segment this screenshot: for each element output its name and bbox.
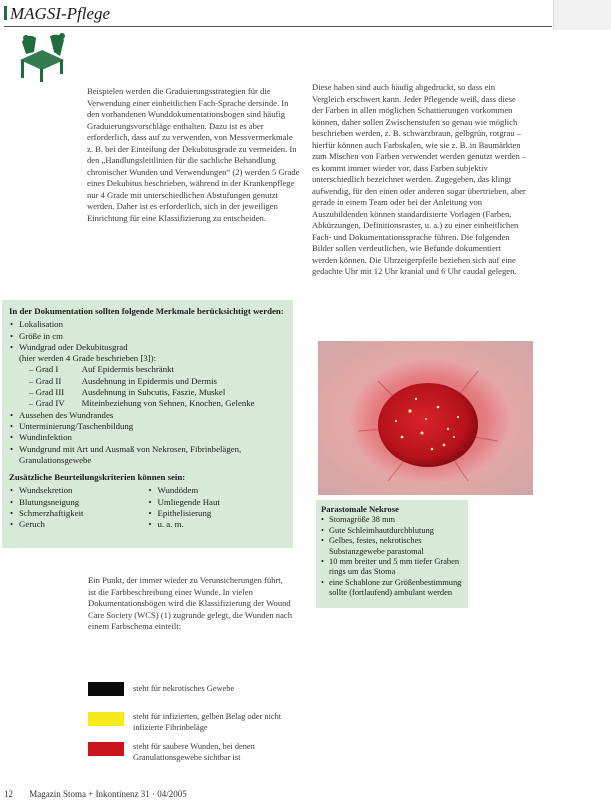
extra-criteria-item: • Geruch [9,519,148,530]
grade-desc: Ausdehnung in Subcutis, Faszie, Muskel [81,387,226,398]
extra-criteria-item: • Blutungsneigung [9,497,148,508]
intro-right-column [312,82,528,278]
yellow-swatch-label: steht für infizierten, gelben Belag oder nicht infizierte Fibrinbeläge [133,712,282,732]
extra-criteria-heading: Zusätzliche Beurteilungskriterien können sein: [9,472,186,483]
grade-note: (hier werden 4 Grade beschrieben [3]): [19,353,157,364]
header-title: MAGSI-Pflege [10,4,111,23]
grade-desc: Miteinbeziehung von Sehnen, Knochen, Gelenke [81,398,255,409]
grade-label: Grad I [35,364,59,375]
yellow-swatch [88,712,124,726]
grade-row: – Grad III Ausdehnung in Subcutis, Faszie, Muskel [29,387,226,398]
feature-item: • Wundgrad oder Dekubitusgrad [9,342,286,353]
necrosis-item: • 10 mm breiter und 5 mm tiefer Graben rings um das Stoma [321,557,463,578]
extra-criteria-item: • Umliegende Haut [148,497,287,508]
page-corner-tab [553,0,611,30]
red-swatch-label: steht für saubere Wunden, bei denen Granulationsgewebe sichtbar ist [133,742,255,762]
necrosis-item: • Stomagröße 38 mm [321,515,463,525]
color-scheme-text [88,575,293,633]
care-bed-icon [14,30,70,86]
feature-item: • Lokalisation [9,319,286,330]
extra-criteria-item: • u. a. m. [148,519,287,530]
header-accent-bar [4,6,7,20]
grade-label: Grad IV [35,398,65,409]
necrosis-caption-box [316,500,468,608]
black-swatch-label: steht für nekrotisches Gewebe [133,684,235,693]
feature-item: • Wundgrund mit Art und Ausmaß von Nekrosen, Fibrinbelägen, Granulationsgewebe [9,444,286,467]
features-heading: In der Dokumentation sollten folgende Merkmale berücksichtigt werden: [9,306,284,316]
magazine-info: Magazin Stoma + Inkontinenz 31 · 04/2005 [29,789,187,799]
grade-row: – Grad IV Miteinbeziehung von Sehnen, Knochen, Gelenke [29,398,255,409]
feature-item: • Größe in cm [9,331,286,342]
necrosis-item: • eine Schablone zur Größenbestimmung sollte (fortlaufend) ambulant werden [321,578,463,599]
grade-row: – Grad II Ausdehnung in Epidermis und Dermis [29,375,217,386]
intro-right-text: Diese haben sind auch häufig abgedruckt, so dass ein Vergleich erschwert kann. Jeder Pflegende weiß, dass diese der Farben in allen möglichen Schattierungen vorkommen können, daher sollen Zwischenstufen so genau wie möglich beschrieben werden, z. B. schwarzbraun, gelbgrün, rotgrau – hierfür können auch Farbskalen, wie sie z. B. in Baumärkten zum Mischen von Farben verwendet werden genutzt werden – es kommt immer wieder vor, dass Farben subjektiv unterschiedlich bezeichnet werden. Zugegeben, das klingt aufwendig, für den einen oder anderen sogar übertrieben, aber gerade in einem Team oder bei der Anleitung von Auszubildenden können standardisierte Vorlagen (Farben, Abkürzungen, Definitionsraster, u. a.) zu einer einheitlichen Fach- und Dokumentationssprache führen. Die folgenden Bilder sollen verdeutlichen, wie Befunde dokumentiert werden können. Die Uhrzeigerpfeile beziehen sich auf eine gedachte Uhr mit 12 Uhr kranial und 6 Uhr caudal gelegen. [312,82,527,276]
intro-left-text: Beispielen werden die Graduierungsstrategien für die Verwendung einer einheitlichen Fach-Sprache dersinde. In den vorhandenen Wunddokumentationsbogen sind häufig Graduierungsvorschläge enthalten. Dazu ist es aber erforderlich, dass auf zu verwenden, von Messvermerkmale z. B. bei der Einteilung der Dekubitusgrade zu vermeiden. In den „Handlungsleitlinien für die sachliche Behandlung chronischer Wunden und Verwendungen“ (2) werden 5 Grade eines Dekubitus beschrieben, während in der Krankenpflege nur 4 Grade mit unterschiedlichen Abstufungen genutzt werden. Daher ist es erforderlich, sich in der jeweiligen Einrichtung für eine Klassifizierung zu entscheiden. [87,86,300,223]
wound-photo [318,341,533,495]
page-number: 12 [4,789,13,799]
header-divider [4,26,552,27]
grade-row: – Grad I Auf Epidermis beschränkt [29,364,174,375]
red-swatch [88,742,124,756]
grade-label: Grad II [35,375,62,386]
extra-criteria-item: • Wundsekretion [9,485,148,496]
grade-desc: Auf Epidermis beschränkt [81,364,174,375]
feature-item: • Wundinfektion [9,432,286,443]
grade-label: Grad III [35,387,65,398]
necrosis-item: • Gelbes, festes, nekrotisches Substanzgewebe parastomal [321,536,463,557]
necrosis-heading: Parastomale Nekrose [321,504,399,514]
grade-desc: Ausdehnung in Epidermis und Dermis [81,375,217,386]
color-scheme-paragraph: Ein Punkt, der immer wieder zu Verunsicherungen führt, ist die Farbbeschreibung einer Wunde. In vielen Dokumentationsbögen wird die Klassifizierung der Wound Care Society (WCS) (1) zugrunde gelegt, die Wunden nach einem Farbschema einteilt: [88,575,293,631]
page-footer [4,789,187,799]
intro-left-column [87,86,300,224]
documentation-features-box [2,300,293,548]
extra-criteria-item: • Wundödem [148,485,287,496]
black-swatch [88,682,124,696]
feature-item: • Unterminierung/Taschenbildung [9,421,286,432]
extra-criteria-item: • Epithelisierung [148,508,287,519]
extra-criteria-item: • Schmerzhaftigkeit [9,508,148,519]
feature-item: • Aussehen des Wundrandes [9,410,286,421]
necrosis-item: • Gute Schleimhautdurchblutung [321,526,463,536]
